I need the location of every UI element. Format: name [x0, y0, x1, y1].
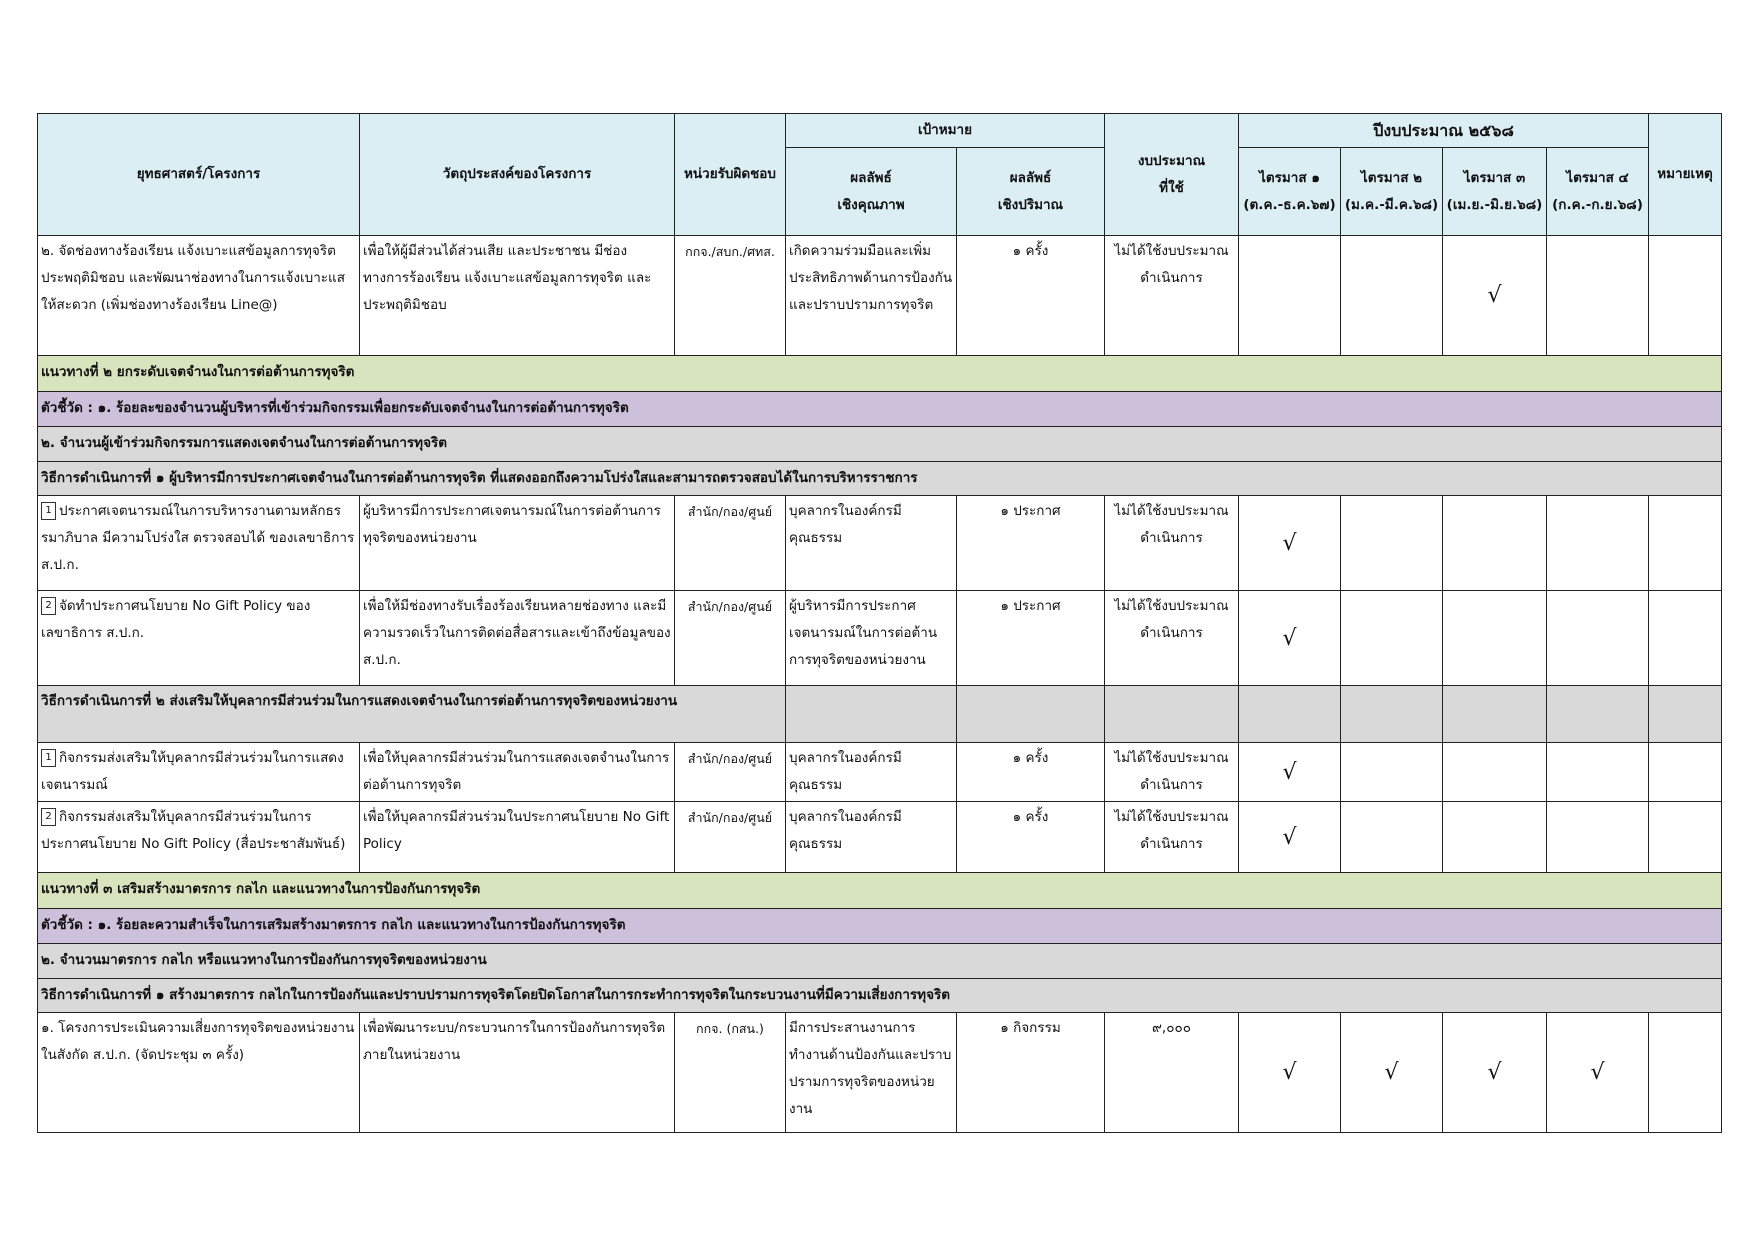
header-q3: ไตรมาส ๓ (เม.ย.-มิ.ย.๖๘): [1443, 148, 1547, 236]
cell-q4: [1547, 802, 1649, 873]
cell-q3: [1443, 496, 1547, 591]
header-quality: ผลลัพธ์ เชิงคุณภาพ: [786, 148, 957, 236]
indicator-2-1-label: ตัวชี้วัด : ๑. ร้อยละของจำนวนผู้บริหารที่เข้าร่วมกิจกรรมเพื่อยกระดับเจตจำนงในการต่อต้านการทุจริต: [38, 392, 1722, 427]
cell-budget: ไม่ได้ใช้งบประมาณดำเนินการ: [1105, 591, 1239, 686]
cell-remark: [1649, 591, 1722, 686]
cell-q1-check: √: [1239, 802, 1341, 873]
cell-q1: [1239, 236, 1341, 356]
cell-q1-check: √: [1239, 496, 1341, 591]
cell-objective: เพื่อให้ผู้มีส่วนได้ส่วนเสีย และประชาชน มีช่องทางการร้องเรียน แจ้งเบาะแสข้อมูลการทุจริต และประพฤติมิชอบ: [360, 236, 675, 356]
method-3-1-label: วิธีการดำเนินการที่ ๑ สร้างมาตรการ กลไกในการป้องกันและปราบปรามการทุจริตโดยปิดโอกาสในการกระทำการทุจริตในกระบวนงานที่มีความเสี่ยงการทุจริต: [38, 979, 1722, 1013]
cell-remark: [1649, 802, 1722, 873]
table-row: [38, 236, 1722, 356]
cell-budget: ไม่ได้ใช้งบประมาณดำเนินการ: [1105, 236, 1239, 356]
cell-objective: เพื่อให้มีช่องทางรับเรื่องร้องเรียนหลายช่องทาง และมีความรวดเร็วในการติดต่อสื่อสารและเข้าถึงข้อมูลของ ส.ป.ก.: [360, 591, 675, 686]
table-row: [38, 743, 1722, 802]
grey-cell: [957, 686, 1105, 743]
header-q2: ไตรมาส ๒ (ม.ค.-มี.ค.๖๘): [1341, 148, 1443, 236]
number-box: 2: [41, 597, 56, 615]
cell-quantity: ๑ ครั้ง: [957, 802, 1105, 873]
cell-q4: [1547, 591, 1649, 686]
header-budget: งบประมาณ ที่ใช้: [1105, 114, 1239, 236]
cell-quality: เกิดความร่วมมือและเพิ่มประสิทธิภาพด้านการป้องกันและปราบปรามการทุจริต: [786, 236, 957, 356]
header-fiscal-year: ปีงบประมาณ ๒๕๖๘: [1239, 114, 1649, 148]
cell-strategy: 1 ประกาศเจตนารมณ์ในการบริหารงานตามหลักธรรมาภิบาล มีความโปร่งใส ตรวจสอบได้ ของเลขาธิการ ส.ป.ก.: [38, 496, 360, 591]
indicator-3-1-label: ตัวชี้วัด : ๑. ร้อยละความสำเร็จในการเสริมสร้างมาตรการ กลไก และแนวทางในการป้องกันการทุจริต: [38, 909, 1722, 944]
approach-row: [38, 873, 1722, 909]
cell-quality: บุคลากรในองค์กรมีคุณธรรม: [786, 743, 957, 802]
table-row: [38, 591, 1722, 686]
grey-cell: [1239, 686, 1341, 743]
cell-q2: [1341, 591, 1443, 686]
header-target: เป้าหมาย: [786, 114, 1105, 148]
cell-q2-check: √: [1341, 1013, 1443, 1133]
cell-objective: เพื่อพัฒนาระบบ/กระบวนการในการป้องกันการทุจริตภายในหน่วยงาน: [360, 1013, 675, 1133]
cell-quality: บุคลากรในองค์กรมีคุณธรรม: [786, 802, 957, 873]
cell-budget: ๙,๐๐๐: [1105, 1013, 1239, 1133]
cell-unit: สำนัก/กอง/ศูนย์: [675, 591, 786, 686]
cell-strategy: 2 จัดทำประกาศนโยบาย No Gift Policy ของเลขาธิการ ส.ป.ก.: [38, 591, 360, 686]
grey-cell: [1105, 686, 1239, 743]
indicator-3-2-label: ๒. จำนวนมาตรการ กลไก หรือแนวทางในการป้องกันการทุจริตของหน่วยงาน: [38, 944, 1722, 979]
indicator-2-2-label: ๒. จำนวนผู้เข้าร่วมกิจกรรมการแสดงเจตจำนงในการต่อต้านการทุจริต: [38, 427, 1722, 462]
method-row: [38, 686, 1722, 743]
cell-q2: [1341, 802, 1443, 873]
cell-q3: [1443, 802, 1547, 873]
cell-quality: บุคลากรในองค์กรมีคุณธรรม: [786, 496, 957, 591]
grey-cell: [1547, 686, 1649, 743]
cell-budget: ไม่ได้ใช้งบประมาณดำเนินการ: [1105, 802, 1239, 873]
header-unit: หน่วยรับผิดชอบ: [675, 114, 786, 236]
cell-budget: ไม่ได้ใช้งบประมาณดำเนินการ: [1105, 496, 1239, 591]
number-box: 1: [41, 502, 56, 520]
header-q4: ไตรมาส ๔ (ก.ค.-ก.ย.๖๘): [1547, 148, 1649, 236]
cell-q3-check: √: [1443, 1013, 1547, 1133]
cell-q4: [1547, 743, 1649, 802]
number-box: 1: [41, 749, 56, 767]
cell-quality: มีการประสานงานการทำงานด้านป้องกันและปราบปรามการทุจริตของหน่วยงาน: [786, 1013, 957, 1133]
cell-budget: ไม่ได้ใช้งบประมาณดำเนินการ: [1105, 743, 1239, 802]
cell-remark: [1649, 1013, 1722, 1133]
header-q1: ไตรมาส ๑ (ต.ค.-ธ.ค.๖๗): [1239, 148, 1341, 236]
indicator-row: [38, 427, 1722, 462]
cell-strategy: 1 กิจกรรมส่งเสริมให้บุคลากรมีส่วนร่วมในการแสดงเจตนารมณ์: [38, 743, 360, 802]
grey-cell: [1443, 686, 1547, 743]
cell-strategy: ๑. โครงการประเมินความเสี่ยงการทุจริตของหน่วยงานในสังกัด ส.ป.ก. (จัดประชุม ๓ ครั้ง): [38, 1013, 360, 1133]
grey-cell: [786, 686, 957, 743]
grey-cell: [1341, 686, 1443, 743]
method-2-2-label: วิธีการดำเนินการที่ ๒ ส่งเสริมให้บุคลากรมีส่วนร่วมในการแสดงเจตจำนงในการต่อต้านการทุจริตของหน่วยงาน: [38, 686, 786, 743]
header-remark: หมายเหตุ: [1649, 114, 1722, 236]
cell-objective: เพื่อให้บุคลากรมีส่วนร่วมในประกาศนโยบาย No Gift Policy: [360, 802, 675, 873]
cell-unit: สำนัก/กอง/ศูนย์: [675, 743, 786, 802]
cell-strategy: ๒. จัดช่องทางร้องเรียน แจ้งเบาะแสข้อมูลการทุจริต ประพฤติมิชอบ และพัฒนาช่องทางในการแจ้งเบาะแสให้สะดวก (เพิ่มช่องทางร้องเรียน Line@): [38, 236, 360, 356]
cell-q2: [1341, 236, 1443, 356]
cell-q2: [1341, 743, 1443, 802]
approach-2-label: แนวทางที่ ๒ ยกระดับเจตจำนงในการต่อต้านการทุจริต: [38, 356, 1722, 392]
cell-quantity: ๑ กิจกรรม: [957, 1013, 1105, 1133]
table-row: [38, 1013, 1722, 1133]
method-row: [38, 979, 1722, 1013]
cell-unit: สำนัก/กอง/ศูนย์: [675, 496, 786, 591]
cell-unit: กกจ./สบก./ศทส.: [675, 236, 786, 356]
cell-quantity: ๑ ประกาศ: [957, 591, 1105, 686]
approach-row: [38, 356, 1722, 392]
cell-q4: [1547, 496, 1649, 591]
cell-q1-check: √: [1239, 1013, 1341, 1133]
cell-q3: [1443, 743, 1547, 802]
approach-3-label: แนวทางที่ ๓ เสริมสร้างมาตรการ กลไก และแนวทางในการป้องกันการทุจริต: [38, 873, 1722, 909]
cell-remark: [1649, 236, 1722, 356]
cell-remark: [1649, 496, 1722, 591]
cell-strategy: 2 กิจกรรมส่งเสริมให้บุคลากรมีส่วนร่วมในการประกาศนโยบาย No Gift Policy (สื่อประชาสัมพันธ์): [38, 802, 360, 873]
cell-q3: [1443, 591, 1547, 686]
cell-objective: เพื่อให้บุคลากรมีส่วนร่วมในการแสดงเจตจำนงในการต่อต้านการทุจริต: [360, 743, 675, 802]
cell-unit: กกจ. (กสน.): [675, 1013, 786, 1133]
table-row: [38, 802, 1722, 873]
cell-quantity: ๑ ครั้ง: [957, 743, 1105, 802]
header-strategy: ยุทธศาสตร์/โครงการ: [38, 114, 360, 236]
cell-quantity: ๑ ประกาศ: [957, 496, 1105, 591]
header-quantity: ผลลัพธ์ เชิงปริมาณ: [957, 148, 1105, 236]
cell-q1-check: √: [1239, 591, 1341, 686]
cell-remark: [1649, 743, 1722, 802]
header-objective: วัตถุประสงค์ของโครงการ: [360, 114, 675, 236]
indicator-row: [38, 392, 1722, 427]
indicator-row: [38, 909, 1722, 944]
number-box: 2: [41, 808, 56, 826]
table-row: [38, 496, 1722, 591]
cell-objective: ผู้บริหารมีการประกาศเจตนารมณ์ในการต่อต้านการทุจริตของหน่วยงาน: [360, 496, 675, 591]
cell-q1-check: √: [1239, 743, 1341, 802]
cell-quality: ผู้บริหารมีการประกาศเจตนารมณ์ในการต่อต้านการทุจริตของหน่วยงาน: [786, 591, 957, 686]
cell-quantity: ๑ ครั้ง: [957, 236, 1105, 356]
method-2-1-label: วิธีการดำเนินการที่ ๑ ผู้บริหารมีการประกาศเจตจำนงในการต่อต้านการทุจริต ที่แสดงออกถึงความโปร่งใสและสามารถตรวจสอบได้ในการบริหารราชการ: [38, 462, 1722, 496]
cell-q3-check: √: [1443, 236, 1547, 356]
anti-corruption-plan-table: [37, 113, 1722, 1133]
cell-q4: [1547, 236, 1649, 356]
grey-cell: [1649, 686, 1722, 743]
cell-q2: [1341, 496, 1443, 591]
cell-q4-check: √: [1547, 1013, 1649, 1133]
indicator-row: [38, 944, 1722, 979]
method-row: [38, 462, 1722, 496]
cell-unit: สำนัก/กอง/ศูนย์: [675, 802, 786, 873]
